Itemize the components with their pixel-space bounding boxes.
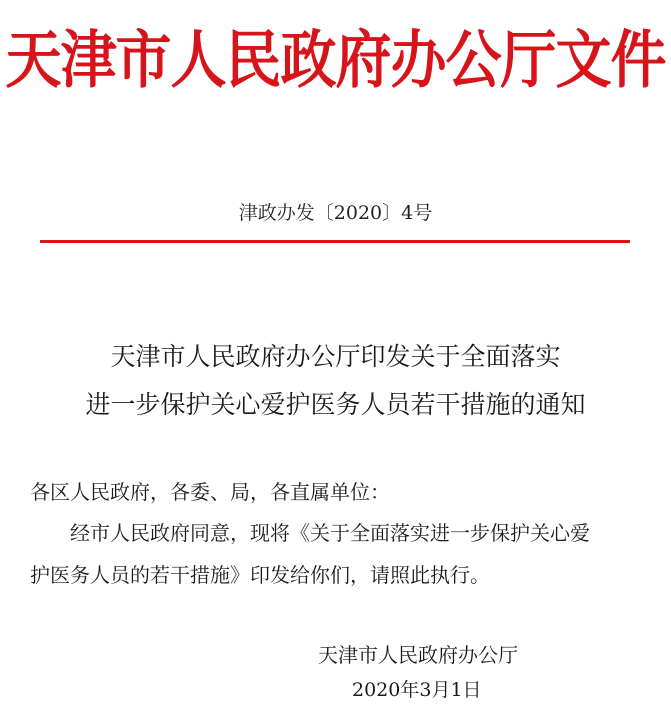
issuing-organization: 天津市人民政府办公厅: [318, 643, 518, 667]
document-masthead: [0, 14, 671, 106]
body-paragraph-line-1: 经市人民政府同意，现将《关于全面落实进一步保护关心爱: [70, 521, 590, 545]
red-divider-line: [40, 240, 630, 243]
agency-title: 天津市人民政府办公厅文件: [5, 23, 666, 97]
notice-title-line-2: 进一步保护关心爱护医务人员若干措施的通知: [85, 390, 586, 419]
addressee-line: 各区人民政府，各委、局，各直属单位：: [30, 480, 390, 504]
body-paragraph-line-2: 护医务人员的若干措施》印发给你们，请照此执行。: [30, 563, 490, 587]
notice-title-line-1: 天津市人民政府办公厅印发关于全面落实: [110, 342, 561, 371]
issue-date: 2020年3月1日: [352, 679, 482, 701]
document-number: 津政办发〔2020〕4号: [238, 202, 433, 224]
